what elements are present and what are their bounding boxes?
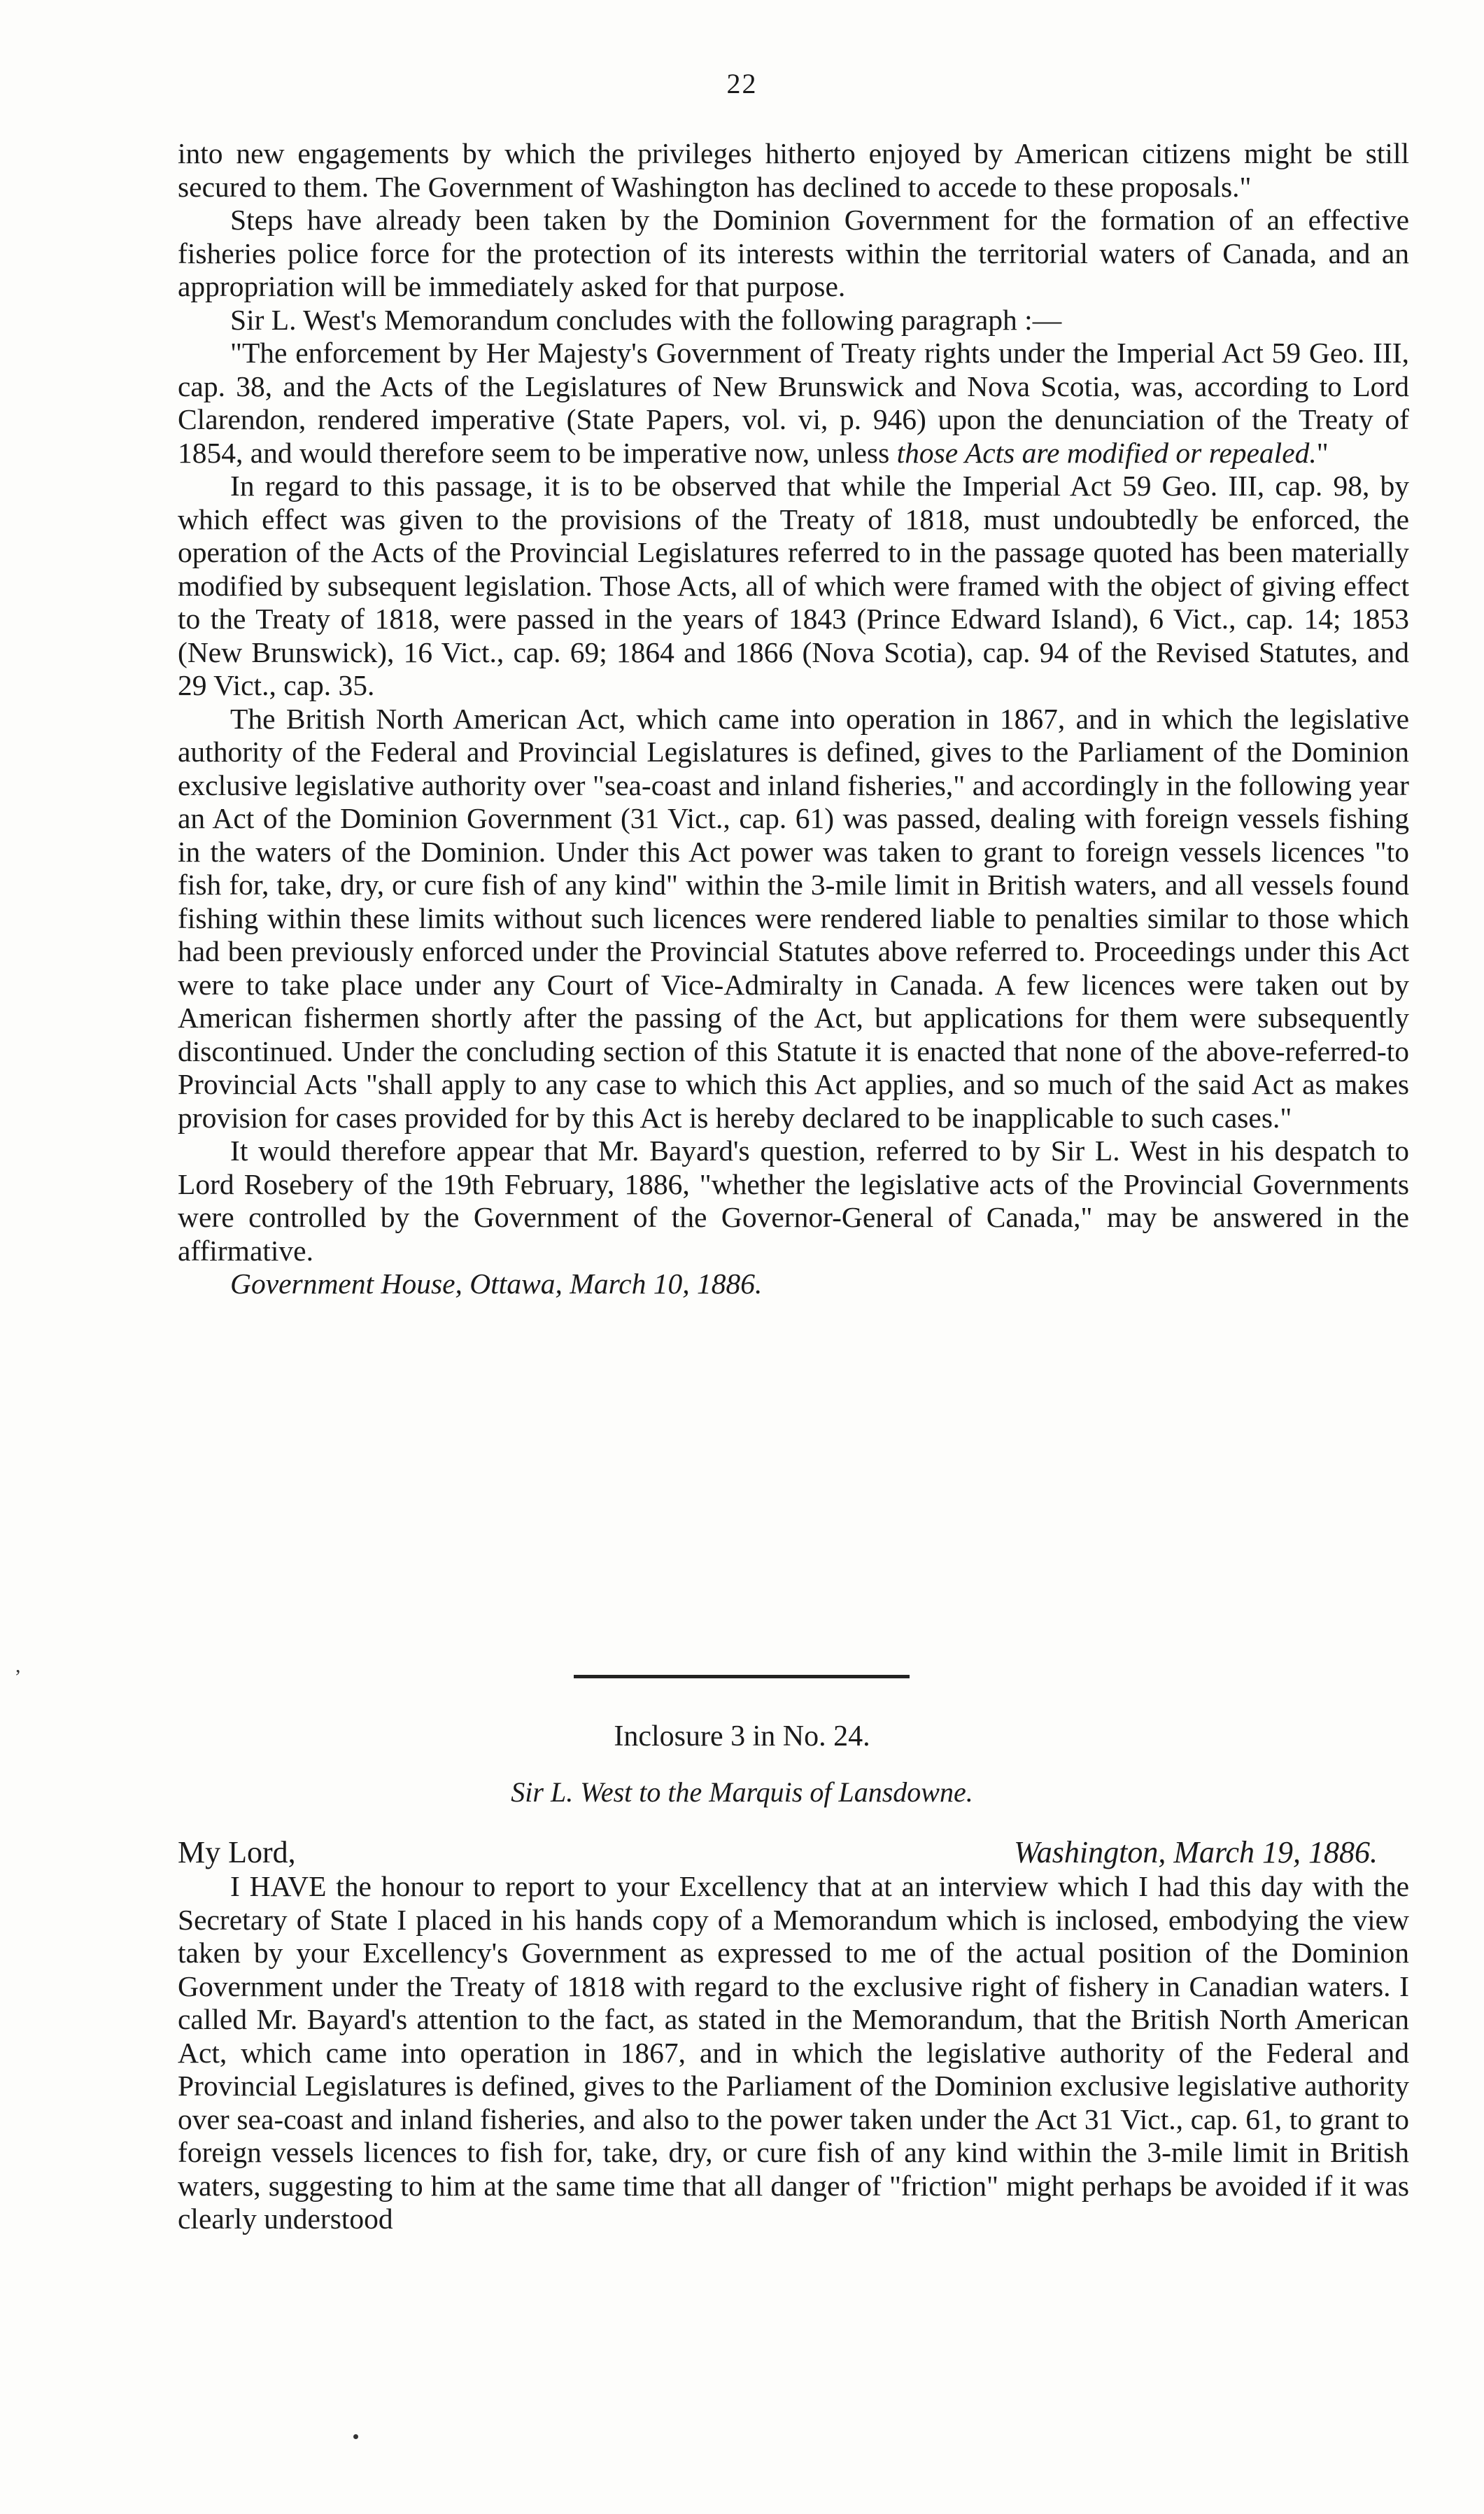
stray-mark: , <box>15 1654 21 1677</box>
paragraph-police-force: Steps have already been taken by the Dominion Government for the formation of an effective fisheries police force for the protection of its interests within the territorial waters of Canada, and an appropriation will be immediately asked for that purpose. <box>178 204 1409 302</box>
stray-dot <box>353 2434 358 2439</box>
paragraph-continuation: into new engagements by which the privileges hitherto enjoyed by American citizens might be still secured to them. The Government of Washington has declined to accede to these proposals." <box>178 137 1409 203</box>
inclosure-heading: Inclosure 3 in No. 24. <box>614 1720 870 1753</box>
quote-text: "The enforcement by Her Majesty's Government of Treaty rights under the Imperial Act 59 Geo. III, cap. 38, and the Acts of the Legislatures of New Brunswick and Nova Scotia, was, according to Lord Clarendon, rendered imperative (State Papers, vol. vi, p. 946) upon the denunciation of the Treaty of 1854, and would therefore seem to be imperative now, unless <box>178 337 1409 469</box>
section-divider <box>574 1675 910 1678</box>
salutation: My Lord, <box>178 1835 296 1869</box>
dateline: Washington, March 19, 1886. <box>1014 1835 1378 1869</box>
quote-close: " <box>1316 436 1329 469</box>
letter-text <box>178 1835 1409 2236</box>
memorandum-signoff: Government House, Ottawa, March 10, 1886. <box>230 1267 763 1300</box>
letter-body: I HAVE the honour to report to your Excellency that at an interview which I had this day with the Secretary of State I placed in his hands copy of a Memorandum which is inclosed, embodying the view taken by your Excellency's Government as expressed to me of the actual position of the Dominion Government under the Treaty of 1818 with regard to the exclusive right of fishery in Canadian waters. I called Mr. Bayard's attention to the fact, as stated in the Memorandum, that the British North American Act, which came into operation in 1867, and in which the legislative authority of the Federal and Provincial Legislatures is defined, gives to the Parliament of the Dominion exclusive legislative authority over sea-coast and inland fisheries, and also to the power taken under the Act 31 Vict., cap. 61, to grant to foreign vessels licences to fish for, take, dry, or cure fish of any kind within the 3-mile limit in British waters, suggesting to him at the same time that all danger of "friction" might perhaps be avoided if it was clearly understood <box>178 1870 1409 2235</box>
letter-title: Sir L. West to the Marquis of Lansdowne. <box>511 1776 973 1808</box>
quoted-paragraph <box>178 337 1409 470</box>
memorandum-text <box>178 137 1409 1301</box>
paragraph-conclusion: It would therefore appear that Mr. Bayard's question, referred to by Sir L. West in his despatch to Lord Rosebery of the 19th February, 1886, "whether the legislative acts of the Provincial Governments were controlled by the Government of the Governor-General of Canada," may be answered in the affirmative. <box>178 1135 1409 1267</box>
quote-italic-text: those Acts are modified or repealed. <box>896 436 1317 469</box>
salutation-line <box>178 1835 1409 1870</box>
page-number: 22 <box>726 68 758 99</box>
paragraph-memorandum-intro: Sir L. West's Memorandum concludes with the following paragraph :— <box>230 303 1062 336</box>
paragraph-bna-act: The British North American Act, which came into operation in 1867, and in which the legislative authority of the Federal and Provincial Legislatures is defined, gives to the Parliament of the Dominion exclusive legislative authority over "sea-coast and inland fisheries," and accordingly in the following year an Act of the Dominion Government (31 Vict., cap. 61) was passed, dealing with foreign vessels fishing in the waters of the Dominion. Under this Act power was taken to grant to foreign vessels licences "to fish for, take, dry, or cure fish of any kind" within the 3-mile limit in British waters, and all vessels found fishing within these limits without such licences were rendered liable to penalties similar to those which had been previously enforced under the Provincial Statutes above referred to. Proceedings under this Act were to take place under any Court of Vice-Admiralty in Canada. A few licences were taken out by American fishermen shortly after the passing of the Act, but applications for them were subsequently discontinued. Under the concluding section of this Statute it is enacted that none of the above-referred-to Provincial Acts "shall apply to any case to which this Act applies, and so much of the said Act as makes provision for cases provided for by this Act is hereby declared to be inapplicable to such cases." <box>178 702 1409 1134</box>
paragraph-imperial-act: In regard to this passage, it is to be observed that while the Imperial Act 59 Geo. III, cap. 98, by which effect was given to the provisions of the Treaty of 1818, must undoubtedly be enforced, the operation of the Acts of the Provincial Legislatures referred to in the passage quoted has been materially modified by subsequent legislation. Those Acts, all of which were framed with the object of giving effect to the Treaty of 1818, were passed in the years of 1843 (Prince Edward Island), 6 Vict., cap. 14; 1853 (New Brunswick), 16 Vict., cap. 69; 1864 and 1866 (Nova Scotia), cap. 94 of the Revised Statutes, and 29 Vict., cap. 35. <box>178 470 1409 701</box>
